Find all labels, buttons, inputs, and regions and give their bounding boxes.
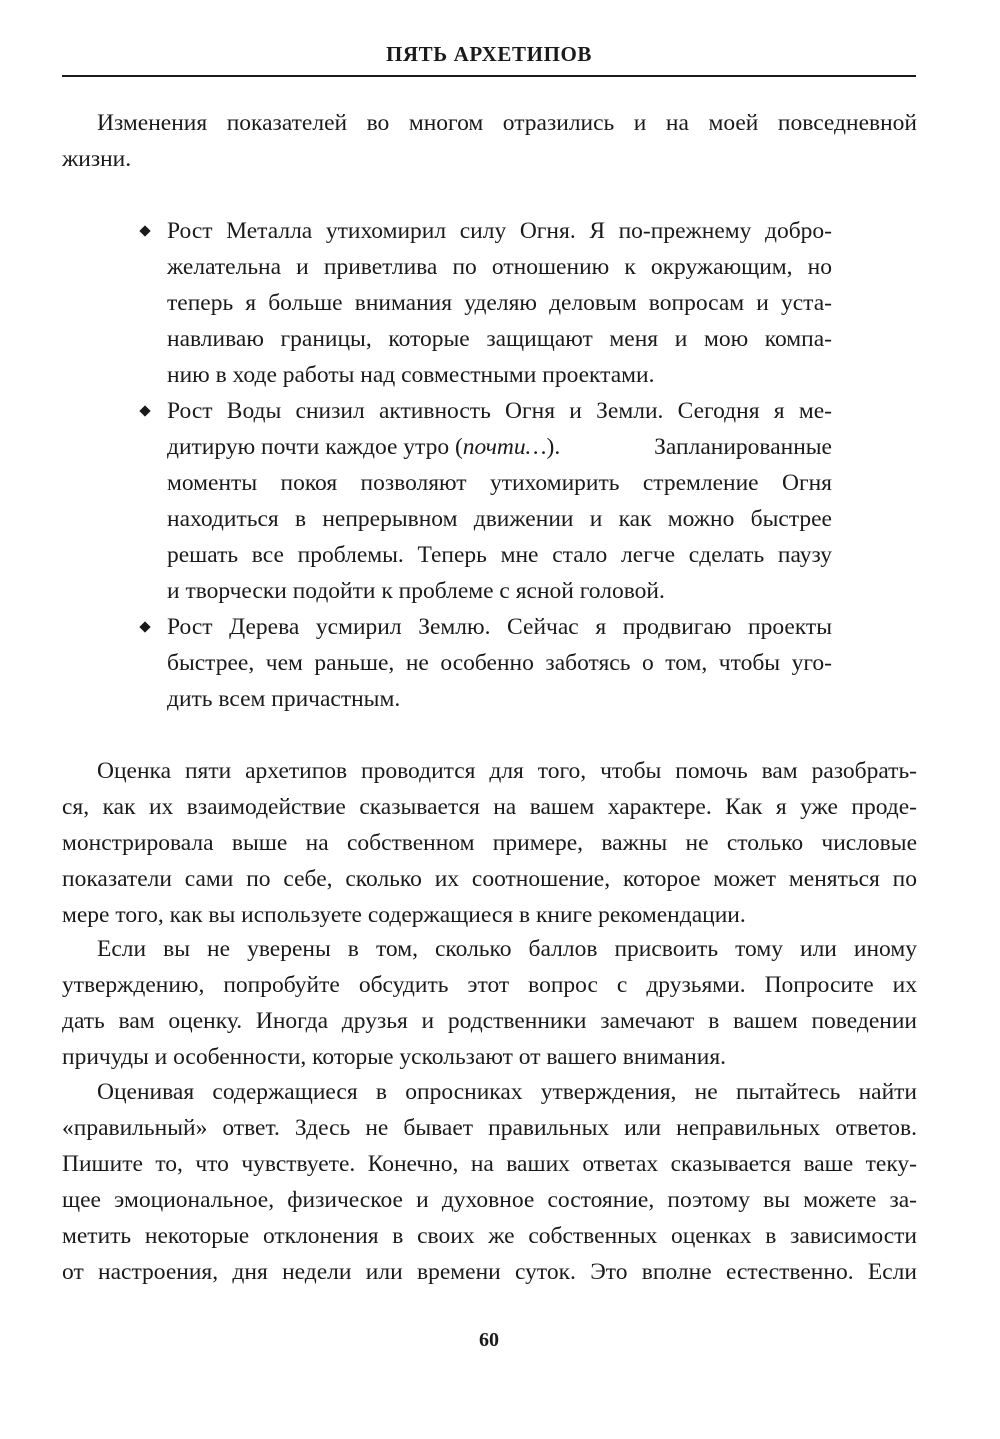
- bullet-line: находиться в непрерывном движении и как можно быстрее: [167, 506, 832, 532]
- paragraph-line: утверждению, попробуйте обсудить этот вопрос с друзьями. Попросите их: [62, 972, 917, 998]
- bullet-line: навливаю границы, которые защищают меня и мою компа-: [167, 326, 832, 352]
- paragraph-line: «правильный» ответ. Здесь не бывает правильных или неправильных ответов.: [62, 1115, 917, 1141]
- intro-line: Изменения показателей во многом отразились и на моей повседневной: [97, 110, 917, 136]
- bullet-line: Рост Дерева усмирил Землю. Сейчас я продвигаю проекты: [167, 614, 832, 640]
- bullet-emphasis: почти…: [462, 434, 547, 460]
- bullet-marker: [139, 621, 150, 632]
- paragraph-line: Если вы не уверены в том, сколько баллов присвоить тому или иному: [97, 936, 917, 962]
- bullet-line: желательна и приветлива по отношению к окружающим, но: [167, 254, 832, 280]
- paragraph-line: монстрировала выше на собственном примере, важны не столько числовые: [62, 830, 917, 856]
- bullet-line: моменты покоя позволяют утихомирить стремление Огня: [167, 470, 832, 496]
- paragraph-line: мере того, как вы используете содержащиеся в книге рекомендации.: [62, 902, 746, 928]
- bullet-text: ). Запланированные: [546, 434, 832, 460]
- bullet-line: дить всем причастным.: [167, 686, 401, 712]
- bullet-line: быстрее, чем раньше, не особенно заботясь о том, чтобы уго-: [167, 650, 832, 676]
- paragraph-line: от настроения, дня недели или времени суток. Это вполне естественно. Если: [62, 1259, 917, 1285]
- paragraph-line: щее эмоциональное, физическое и духовное состояние, поэтому вы можете за-: [62, 1187, 917, 1213]
- bullet-line: Рост Металла утихомирил силу Огня. Я по-прежнему добро-: [167, 218, 832, 244]
- page-number: 60: [479, 1329, 499, 1351]
- paragraph-line: Пишите то, что чувствуете. Конечно, на ваших ответах сказывается ваше теку-: [62, 1151, 917, 1177]
- bullet-line-mixed: [167, 432, 832, 462]
- bullet-line: нию в ходе работы над совместными проектами.: [167, 362, 655, 388]
- paragraph-line: ся, как их взаимодействие сказывается на вашем характере. Как я уже проде-: [62, 794, 917, 820]
- running-head-title: ПЯТЬ АРХЕТИПОВ: [385, 42, 593, 66]
- bullet-line: Рост Воды снизил активность Огня и Земли. Сегодня я ме-: [167, 398, 832, 424]
- paragraph-line: показатели сами по себе, сколько их соотношение, которое может меняться по: [62, 866, 917, 892]
- bullet-text: дитирую почти каждое утро (: [167, 434, 463, 460]
- paragraph-line: Оценивая содержащиеся в опросниках утверждения, не пытайтесь найти: [97, 1079, 917, 1105]
- bullet-line: теперь я больше внимания уделяю деловым вопросам и уста-: [167, 290, 832, 316]
- bullet-line: и творчески подойти к проблеме с ясной головой.: [167, 578, 665, 604]
- bullet-line: решать все проблемы. Теперь мне стало легче сделать паузу: [167, 542, 832, 568]
- header-rule: [62, 75, 916, 77]
- paragraph-line: дать вам оценку. Иногда друзья и родственники замечают в вашем поведении: [62, 1008, 917, 1034]
- bullet-marker: [139, 405, 150, 416]
- intro-line: жизни.: [62, 146, 132, 172]
- paragraph-line: метить некоторые отклонения в своих же собственных оценках в зависимости: [62, 1223, 917, 1249]
- paragraph-line: причуды и особенности, которые ускользают от вашего внимания.: [62, 1044, 727, 1070]
- bullet-marker: [139, 225, 150, 236]
- paragraph-line: Оценка пяти архетипов проводится для того, чтобы помочь вам разобрать-: [97, 758, 917, 784]
